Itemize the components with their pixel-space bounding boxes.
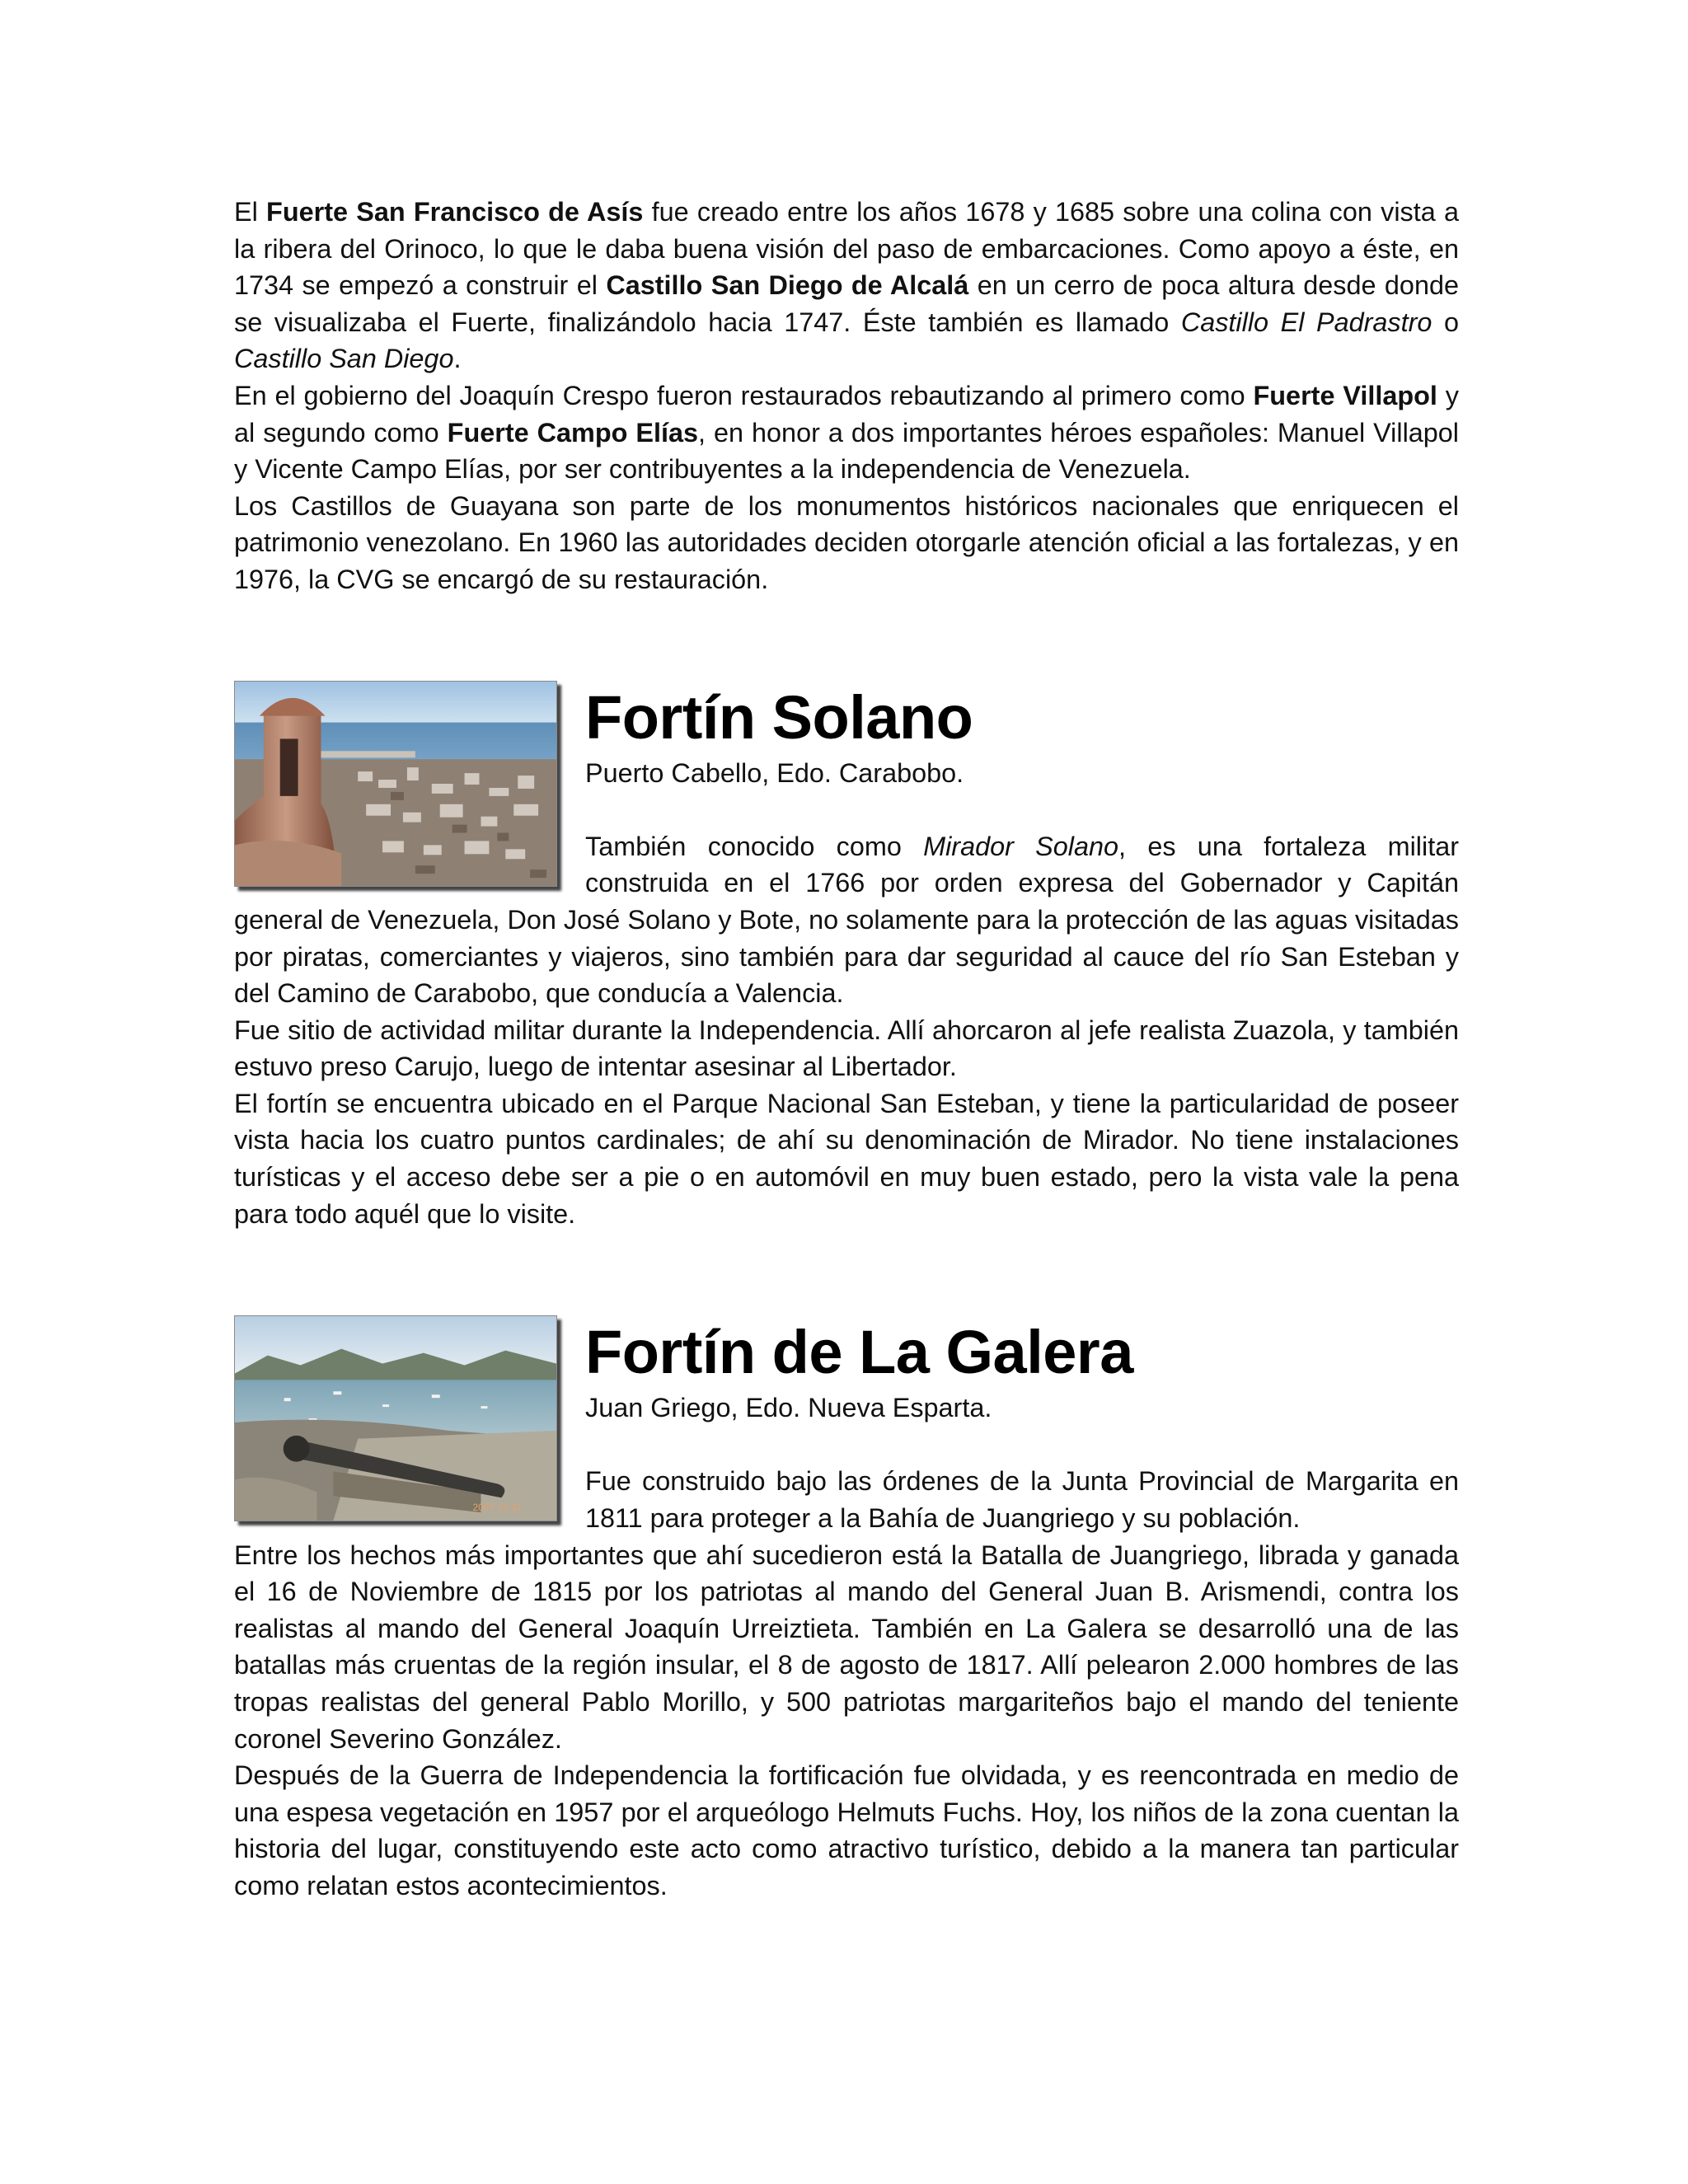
intro-paragraph-1 xyxy=(234,194,1459,377)
text-run: , es una fortaleza militar construida en el 1766 por orden expresa del Gobernador y Capitán general de Venezuela, Don José Solano y Bote, no solamente para la protección de las aguas visitadas por piratas, comerciantes y viajeros, sino también para dar seguridad al cauce del río San Esteban y del Camino de Carabobo, que conducía a Valencia. xyxy=(234,831,1459,1009)
text-run: El xyxy=(234,197,267,227)
text-run: Castillo San Diego de Alcalá xyxy=(606,270,969,301)
text-run: Fue construido bajo las órdenes de la Junta Provincial de Margarita en 1811 para proteger a la Bahía de Juangriego y su población. xyxy=(585,1466,1459,1534)
text-run: Después de la Guerra de Independencia la fortificación fue olvidada, y es reencontrada en medio de una espesa vegetación en 1957 por el arqueólogo Helmuts Fuchs. Hoy, los niños de la zona cuentan la historia del lugar, constituyendo este acto como atractivo turístico, debido a la manera tan particular como relatan estos acontecimientos. xyxy=(234,1760,1459,1900)
cannon-bay-image xyxy=(235,1316,556,1521)
text-run: Mirador Solano xyxy=(923,831,1119,861)
intro-section xyxy=(234,194,1459,598)
text-run: En el gobierno del Joaquín Crespo fueron restaurados rebautizando al primero como xyxy=(234,380,1254,410)
intro-paragraph-3 xyxy=(234,488,1459,598)
text-run: y al segundo como xyxy=(234,380,1459,448)
text-run: Fuerte San Francisco de Asís xyxy=(266,197,644,227)
photo-timestamp-watermark: 2007.12.31 xyxy=(472,1502,523,1514)
watchtower-city-image xyxy=(235,682,556,886)
text-run: Castillo San Diego xyxy=(234,344,454,374)
text-run: También conocido como xyxy=(585,831,924,861)
text-run: en un cerro de poca altura desde donde se visualizaba el Fuerte, finalizándolo hacia 1747. Éste también es llamado xyxy=(234,270,1459,337)
text-run: , en honor a dos importantes héroes españoles: Manuel Villapol y Vicente Campo Elías, por ser contribuyentes a la independencia de Venezuela. xyxy=(234,417,1459,485)
document-page xyxy=(234,194,1459,1905)
text-run: . xyxy=(453,344,462,374)
fortin-galera-photo xyxy=(234,1315,557,1521)
galera-paragraph-3 xyxy=(234,1757,1459,1904)
solano-paragraph-2 xyxy=(234,1012,1459,1085)
solano-paragraph-3 xyxy=(234,1085,1459,1232)
section-title: Fortín Solano xyxy=(585,682,973,752)
galera-paragraph-2 xyxy=(234,1537,1459,1758)
section-fortin-la-galera xyxy=(234,1315,1459,1904)
text-run: Fuerte Villapol xyxy=(1253,380,1437,410)
section-fortin-solano xyxy=(234,681,1459,1233)
text-run: o xyxy=(1432,307,1459,337)
text-run: El fortín se encuentra ubicado en el Parque Nacional San Esteban, y tiene la particularidad de poseer vista hacia los cuatro puntos cardinales; de ahí su denominación de Mirador. No tiene instalaciones turísticas y el acceso debe ser a pie o en automóvil en muy buen estado, pero la vista vale la pena para todo aquél que lo visite. xyxy=(234,1088,1459,1229)
intro-paragraph-2 xyxy=(234,377,1459,488)
text-run: Fuerte Campo Elías xyxy=(447,417,699,448)
section-title: Fortín de La Galera xyxy=(585,1318,1133,1387)
section-location: Puerto Cabello, Edo. Carabobo. xyxy=(585,757,964,788)
fortin-solano-photo xyxy=(234,681,557,887)
text-run: fue creado entre los años 1678 y 1685 sobre una colina con vista a la ribera del Orinoco, lo que le daba buena visión del paso de embarcaciones. Como apoyo a éste, en 1734 se empezó a construir el xyxy=(234,197,1459,301)
text-run: Los Castillos de Guayana son parte de los monumentos históricos nacionales que enriquecen el patrimonio venezolano. En 1960 las autoridades deciden otorgarle atención oficial a las fortalezas, y en 1976, la CVG se encargó de su restauración. xyxy=(234,490,1459,594)
text-run: Entre los hechos más importantes que ahí sucedieron está la Batalla de Juangriego, librada y ganada el 16 de Noviembre de 1815 por los patriotas al mando del General Juan B. Arismendi, contra los realistas al mando del General Joaquín Urreiztieta. También en La Galera se desarrolló una de las batallas más cruentas de la región insular, el 8 de agosto de 1817. Allí pelearon 2.000 hombres de las tropas realistas del general Pablo Morillo, y 500 patriotas margariteños bajo el mando del teniente coronel Severino González. xyxy=(234,1540,1459,1754)
text-run: Fue sitio de actividad militar durante la Independencia. Allí ahorcaron al jefe realista Zuazola, y también estuvo preso Carujo, luego de intentar asesinar al Libertador. xyxy=(234,1015,1459,1082)
text-run: Castillo El Padrastro xyxy=(1180,307,1432,337)
section-location: Juan Griego, Edo. Nueva Esparta. xyxy=(585,1393,992,1423)
